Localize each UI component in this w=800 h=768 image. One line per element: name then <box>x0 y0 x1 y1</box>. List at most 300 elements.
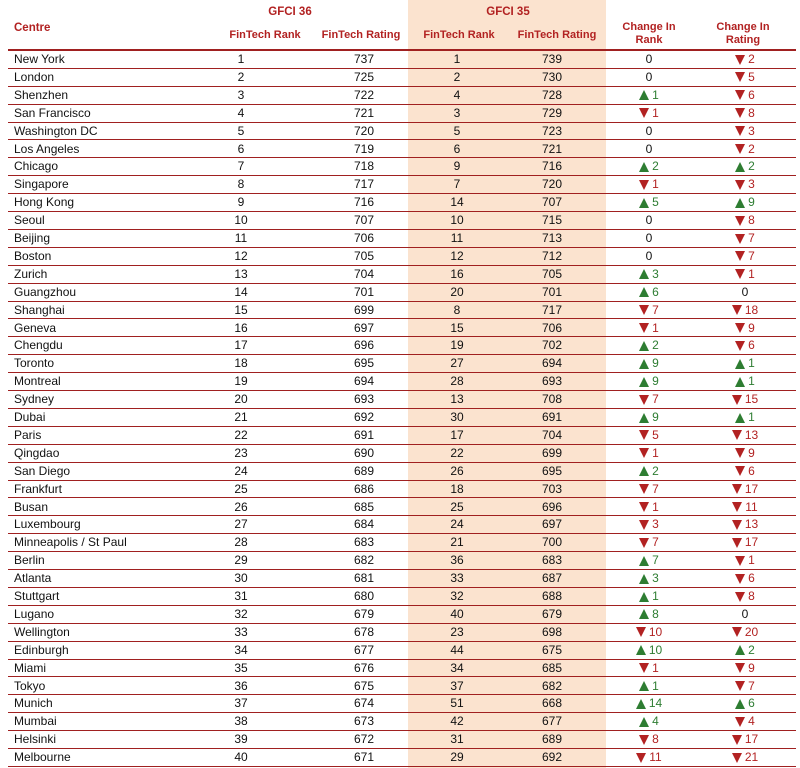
change-rating-cell <box>720 678 770 695</box>
centre-cell: Mumbai <box>14 714 57 729</box>
gfci35-rank-cell: 19 <box>450 338 464 353</box>
centre-cell: Toronto <box>14 356 55 371</box>
table-row <box>8 176 796 194</box>
change-rating-cell <box>720 660 770 677</box>
triangle-up-icon <box>735 413 745 423</box>
change-rank-cell <box>624 660 674 677</box>
change-rating-cell-value: 2 <box>748 159 755 174</box>
table-row <box>8 158 796 176</box>
triangle-up-icon <box>735 645 745 655</box>
change-rating-cell <box>720 713 770 730</box>
table-row <box>8 391 796 409</box>
change-rank-cell <box>624 427 674 444</box>
gfci35-rating-cell: 713 <box>541 231 563 245</box>
gfci36-rank-cell: 29 <box>234 553 248 568</box>
triangle-down-icon <box>639 663 649 673</box>
triangle-up-icon <box>735 162 745 172</box>
gfci35-rating-cell: 687 <box>541 571 563 586</box>
table-row <box>8 516 796 534</box>
change-rating-cell-value: 17 <box>744 732 759 747</box>
gfci36-rating-cell: 720 <box>353 123 375 138</box>
gfci36-rank-cell: 5 <box>237 123 245 138</box>
change-rank-cell-value: 1 <box>652 660 659 675</box>
gfci35-rank-cell: 22 <box>450 445 464 460</box>
triangle-up-icon <box>639 162 649 172</box>
triangle-up-icon <box>639 359 649 369</box>
gfci36-rank-cell: 38 <box>234 714 248 729</box>
triangle-up-icon <box>639 609 649 619</box>
gfci35-rating-cell: 723 <box>541 123 563 138</box>
gfci35-rating-cell: 705 <box>541 266 563 281</box>
gfci36-rating-cell: 716 <box>353 195 375 210</box>
gfci36-rank-cell: 9 <box>237 195 245 210</box>
change-rating-cell-value: 13 <box>744 427 759 442</box>
centre-cell: Zurich <box>14 266 48 281</box>
gfci36-rank-cell: 23 <box>234 445 248 460</box>
table-row <box>8 445 796 463</box>
triangle-down-icon <box>732 520 742 530</box>
centre-cell: Chengdu <box>14 338 63 353</box>
triangle-up-icon <box>639 681 649 691</box>
change-rating-cell <box>720 731 770 748</box>
gfci35-rank-cell: 32 <box>450 589 464 603</box>
change-rank-cell <box>624 463 674 480</box>
gfci35-rank-cell: 24 <box>450 517 464 532</box>
gfci36-rating-cell: 692 <box>353 410 375 424</box>
gfci35-rating-cell: 707 <box>541 195 563 210</box>
table-row <box>8 427 796 445</box>
triangle-down-icon <box>636 753 646 763</box>
gfci35-rating-cell: 739 <box>541 52 563 66</box>
triangle-down-icon <box>732 502 742 512</box>
triangle-down-icon <box>735 448 745 458</box>
change-rank-cell-value: 1 <box>652 87 659 102</box>
gfci35-rating-cell: 712 <box>541 248 563 263</box>
table-row <box>8 731 796 749</box>
header-change-rating-line1: Change In <box>716 21 770 33</box>
gfci35-rank-cell: 14 <box>450 195 464 210</box>
gfci35-rating-cell: 703 <box>541 481 563 496</box>
change-rank-cell-value: 0 <box>645 213 653 228</box>
gfci35-rating-cell: 730 <box>541 69 563 84</box>
change-rating-cell <box>720 606 770 623</box>
change-rank-cell <box>624 212 674 229</box>
change-rating-cell <box>720 266 770 283</box>
gfci36-rating-cell: 707 <box>353 213 375 228</box>
change-rank-cell-value: 3 <box>652 517 659 532</box>
change-rank-cell-value: 1 <box>652 105 659 120</box>
change-rank-cell <box>624 87 674 104</box>
triangle-down-icon <box>735 108 745 118</box>
change-rank-cell-value: 0 <box>645 69 653 84</box>
table-header <box>0 0 800 50</box>
centre-cell: Shanghai <box>14 302 65 317</box>
change-rating-cell <box>720 445 770 462</box>
change-rating-cell <box>720 695 770 712</box>
change-rank-cell <box>624 373 674 390</box>
change-rank-cell-value: 7 <box>652 481 659 496</box>
triangle-up-icon <box>639 198 649 208</box>
triangle-up-icon <box>735 359 745 369</box>
header-gfci36-rating: FinTech Rating <box>321 29 401 41</box>
table-row <box>8 87 796 105</box>
gfci35-rank-cell: 28 <box>450 374 464 389</box>
change-rating-cell-value: 6 <box>748 87 755 102</box>
triangle-down-icon <box>735 144 745 154</box>
gfci35-rank-cell: 40 <box>450 606 464 621</box>
triangle-down-icon <box>639 735 649 745</box>
gfci36-rank-cell: 17 <box>234 338 248 353</box>
change-rating-cell <box>720 499 770 516</box>
centre-cell: Montreal <box>14 374 61 389</box>
header-gfci35-rating: FinTech Rating <box>517 29 597 41</box>
centre-cell: Berlin <box>14 553 45 568</box>
triangle-up-icon <box>639 413 649 423</box>
change-rating-cell-value: 9 <box>748 195 755 210</box>
gfci35-rating-cell: 729 <box>541 105 563 120</box>
change-rating-cell <box>720 588 770 605</box>
gfci35-rating-cell: 702 <box>541 338 563 353</box>
gfci36-rating-cell: 685 <box>353 499 375 514</box>
change-rank-cell-value: 1 <box>652 678 659 693</box>
triangle-up-icon <box>735 377 745 387</box>
gfci36-rating-cell: 701 <box>353 284 375 299</box>
table-row <box>8 141 796 159</box>
change-rating-cell <box>720 284 770 301</box>
triangle-down-icon <box>735 717 745 727</box>
gfci36-rating-cell: 681 <box>353 571 375 586</box>
change-rating-cell <box>720 516 770 533</box>
change-rank-cell <box>624 248 674 265</box>
triangle-down-icon <box>639 180 649 190</box>
change-rating-cell <box>720 463 770 480</box>
triangle-up-icon <box>639 269 649 279</box>
change-rank-cell-value: 9 <box>652 356 659 371</box>
gfci36-rating-cell: 737 <box>353 52 375 66</box>
centre-cell: New York <box>14 52 65 66</box>
change-rank-cell-value: 6 <box>652 284 659 299</box>
triangle-up-icon <box>639 341 649 351</box>
triangle-down-icon <box>735 323 745 333</box>
change-rank-cell-value: 8 <box>652 606 659 621</box>
gfci36-rank-cell: 4 <box>237 105 245 120</box>
gfci36-rank-cell: 21 <box>234 410 248 424</box>
gfci36-rating-cell: 678 <box>353 624 375 639</box>
triangle-down-icon <box>735 556 745 566</box>
gfci35-rank-cell: 36 <box>450 553 464 568</box>
change-rank-cell <box>624 158 674 175</box>
gfci35-rank-cell: 18 <box>450 481 464 496</box>
gfci36-rank-cell: 37 <box>234 696 248 711</box>
gfci36-rank-cell: 39 <box>234 732 248 747</box>
table-row <box>8 248 796 266</box>
header-centre: Centre <box>14 22 51 34</box>
change-rank-cell-value: 14 <box>648 696 663 711</box>
table-row <box>8 570 796 588</box>
gfci36-rating-cell: 672 <box>353 732 375 747</box>
gfci35-rating-cell: 720 <box>541 177 563 192</box>
gfci36-rank-cell: 20 <box>234 392 248 407</box>
triangle-down-icon <box>735 592 745 602</box>
gfci35-rating-cell: 700 <box>541 535 563 550</box>
change-rank-cell-value: 8 <box>652 732 659 747</box>
gfci35-rank-cell: 26 <box>450 463 464 478</box>
change-rank-cell-value: 0 <box>645 141 653 156</box>
change-rank-cell <box>624 123 674 140</box>
table-row <box>8 123 796 141</box>
gfci36-rank-cell: 35 <box>234 660 248 675</box>
gfci36-rank-cell: 36 <box>234 678 248 693</box>
gfci35-rank-cell: 10 <box>450 213 464 228</box>
table-row <box>8 695 796 713</box>
table-row <box>8 337 796 355</box>
change-rating-cell-value: 17 <box>744 481 759 496</box>
change-rating-cell-value: 7 <box>748 248 755 263</box>
change-rank-cell-value: 1 <box>652 320 659 335</box>
table-row <box>8 499 796 517</box>
gfci36-rating-cell: 683 <box>353 535 375 550</box>
change-rank-cell <box>624 176 674 193</box>
gfci36-rank-cell: 32 <box>234 606 248 621</box>
gfci35-rank-cell: 15 <box>450 320 464 335</box>
gfci35-rating-cell: 698 <box>541 624 563 639</box>
gfci35-rank-cell: 6 <box>453 141 461 156</box>
gfci36-rank-cell: 7 <box>237 159 245 174</box>
gfci36-rating-cell: 693 <box>353 392 375 407</box>
centre-cell: Atlanta <box>14 571 52 586</box>
gfci35-rating-cell: 683 <box>541 553 563 568</box>
gfci35-rating-cell: 685 <box>541 660 563 675</box>
table-row <box>8 105 796 123</box>
change-rating-cell <box>720 302 770 319</box>
centre-cell: Minneapolis / St Paul <box>14 535 127 550</box>
table-row <box>8 266 796 284</box>
header-change-rating <box>694 21 792 47</box>
gfci36-rating-cell: 699 <box>353 302 375 317</box>
change-rating-cell <box>720 481 770 498</box>
change-rank-cell-value: 11 <box>649 750 662 765</box>
triangle-down-icon <box>735 216 745 226</box>
change-rank-cell <box>624 588 674 605</box>
triangle-up-icon <box>639 287 649 297</box>
gfci35-rank-cell: 44 <box>450 642 464 657</box>
triangle-down-icon <box>735 663 745 673</box>
change-rating-cell <box>720 570 770 587</box>
centre-cell: Edinburgh <box>14 642 69 657</box>
change-rating-cell <box>720 320 770 337</box>
change-rating-cell-value: 4 <box>748 714 755 729</box>
change-rating-cell-value: 13 <box>744 517 759 532</box>
change-rating-cell-value: 17 <box>744 535 759 550</box>
centre-cell: Beijing <box>14 231 51 245</box>
gfci35-rating-cell: 695 <box>541 463 563 478</box>
centre-cell: Frankfurt <box>14 481 63 496</box>
centre-cell: Sydney <box>14 392 55 407</box>
table-row <box>8 713 796 731</box>
change-rating-cell-value: 18 <box>744 302 759 317</box>
triangle-up-icon <box>639 556 649 566</box>
change-rank-cell <box>624 713 674 730</box>
gfci35-rating-cell: 721 <box>541 141 563 156</box>
gfci35-rank-cell: 51 <box>450 696 464 711</box>
gfci36-rating-cell: 680 <box>353 589 375 603</box>
triangle-down-icon <box>735 574 745 584</box>
gfci35-rating-cell: 708 <box>541 392 563 407</box>
change-rank-cell <box>624 749 674 766</box>
gfci36-rating-cell: 676 <box>353 660 375 675</box>
triangle-down-icon <box>735 466 745 476</box>
gfci35-rank-cell: 34 <box>450 660 464 675</box>
gfci35-rank-cell: 7 <box>453 177 461 192</box>
centre-cell: Munich <box>14 696 53 711</box>
gfci36-rank-cell: 28 <box>234 535 248 550</box>
change-rating-cell <box>720 534 770 551</box>
table-row <box>8 481 796 499</box>
gfci35-rating-cell: 701 <box>541 284 563 299</box>
change-rank-cell-value: 2 <box>652 338 659 353</box>
change-rank-cell <box>624 481 674 498</box>
centre-cell: Washington DC <box>14 123 98 138</box>
change-rank-cell <box>624 570 674 587</box>
header-gfci35-rank: FinTech Rank <box>423 29 495 41</box>
triangle-down-icon <box>639 305 649 315</box>
change-rating-cell-value: 3 <box>748 177 755 192</box>
change-rating-cell-value: 6 <box>748 338 755 353</box>
gfci36-rank-cell: 33 <box>234 624 248 639</box>
gfci36-rating-cell: 671 <box>353 750 375 765</box>
table-row <box>8 606 796 624</box>
change-rating-cell-value: 6 <box>748 571 755 586</box>
change-rank-cell <box>624 445 674 462</box>
change-rating-cell <box>720 105 770 122</box>
gfci35-rating-cell: 715 <box>541 213 563 228</box>
change-rating-cell <box>720 69 770 86</box>
triangle-down-icon <box>735 180 745 190</box>
gfci36-rank-cell: 14 <box>234 284 248 299</box>
gfci35-rank-cell: 2 <box>453 69 461 84</box>
gfci36-rank-cell: 10 <box>234 213 248 228</box>
change-rating-cell-value: 2 <box>748 642 755 657</box>
gfci35-rank-cell: 1 <box>453 52 461 66</box>
gfci35-rating-cell: 689 <box>541 732 563 747</box>
change-rank-cell <box>624 302 674 319</box>
triangle-down-icon <box>735 269 745 279</box>
gfci35-rank-cell: 5 <box>453 123 461 138</box>
change-rating-cell-value: 0 <box>741 284 749 299</box>
change-rank-cell-value: 0 <box>645 248 653 263</box>
gfci36-rating-cell: 682 <box>353 553 375 568</box>
gfci35-rank-cell: 11 <box>450 231 464 245</box>
change-rank-cell-value: 7 <box>652 302 659 317</box>
header-gfci35: GFCI 35 <box>486 6 530 18</box>
centre-cell: Dubai <box>14 410 46 424</box>
gfci35-rank-cell: 21 <box>450 535 464 550</box>
change-rank-cell <box>624 391 674 408</box>
change-rank-cell <box>624 516 674 533</box>
gfci35-rating-cell: 696 <box>541 499 563 514</box>
triangle-down-icon <box>732 395 742 405</box>
change-rank-cell <box>624 141 674 158</box>
change-rating-cell-value: 6 <box>748 463 755 478</box>
triangle-up-icon <box>639 574 649 584</box>
centre-cell: Stuttgart <box>14 589 60 603</box>
gfci35-rank-cell: 42 <box>450 714 464 729</box>
triangle-down-icon <box>732 735 742 745</box>
change-rating-cell-value: 11 <box>745 499 758 514</box>
change-rating-cell <box>720 212 770 229</box>
header-gfci36: GFCI 36 <box>268 6 312 18</box>
triangle-down-icon <box>639 395 649 405</box>
table-row <box>8 302 796 320</box>
centre-cell: Tokyo <box>14 678 46 693</box>
change-rank-cell-value: 7 <box>652 392 659 407</box>
change-rank-cell-value: 9 <box>652 410 659 424</box>
gfci36-rank-cell: 25 <box>234 481 248 496</box>
triangle-up-icon <box>639 717 649 727</box>
change-rating-cell <box>720 194 770 211</box>
change-rank-cell <box>624 69 674 86</box>
change-rating-cell-value: 6 <box>748 696 755 711</box>
gfci35-rating-cell: 668 <box>541 696 563 711</box>
gfci35-rank-cell: 33 <box>450 571 464 586</box>
gfci35-rank-cell: 13 <box>450 392 464 407</box>
header-gfci36-rank: FinTech Rank <box>229 29 301 41</box>
change-rank-cell <box>624 624 674 641</box>
gfci35-rank-cell: 9 <box>453 159 461 174</box>
centre-cell: Seoul <box>14 213 45 228</box>
change-rank-cell <box>624 731 674 748</box>
triangle-up-icon <box>639 377 649 387</box>
gfci36-rank-cell: 22 <box>234 427 248 442</box>
change-rating-cell <box>720 176 770 193</box>
change-rating-cell <box>720 355 770 372</box>
change-rating-cell-value: 1 <box>748 410 755 424</box>
change-rating-cell-value: 3 <box>748 123 755 138</box>
triangle-down-icon <box>639 430 649 440</box>
change-rank-cell-value: 1 <box>652 499 659 514</box>
change-rank-cell-value: 7 <box>652 535 659 550</box>
change-rank-cell-value: 2 <box>652 463 659 478</box>
change-rank-cell-value: 10 <box>648 624 663 639</box>
triangle-up-icon <box>639 592 649 602</box>
change-rating-cell <box>720 87 770 104</box>
header-change-rank-line1: Change In <box>622 21 676 33</box>
triangle-down-icon <box>639 448 649 458</box>
centre-cell: Melbourne <box>14 750 71 765</box>
gfci36-rating-cell: 697 <box>353 320 375 335</box>
table-row <box>8 194 796 212</box>
triangle-down-icon <box>735 90 745 100</box>
change-rank-cell-value: 0 <box>645 123 653 138</box>
change-rating-cell <box>720 51 770 68</box>
change-rank-cell <box>624 337 674 354</box>
change-rank-cell-value: 9 <box>652 374 659 389</box>
triangle-down-icon <box>735 72 745 82</box>
change-rank-cell <box>624 642 674 659</box>
change-rank-cell <box>624 534 674 551</box>
gfci35-rank-cell: 3 <box>453 105 461 120</box>
change-rank-cell <box>624 606 674 623</box>
triangle-down-icon <box>639 484 649 494</box>
gfci36-rank-cell: 8 <box>237 177 245 192</box>
gfci36-rating-cell: 719 <box>353 141 375 156</box>
gfci36-rating-cell: 705 <box>353 248 375 263</box>
change-rating-cell <box>720 427 770 444</box>
change-rating-cell-value: 5 <box>748 69 755 84</box>
change-rating-cell <box>720 409 770 426</box>
triangle-down-icon <box>735 341 745 351</box>
gfci35-rating-cell: 677 <box>541 714 563 729</box>
